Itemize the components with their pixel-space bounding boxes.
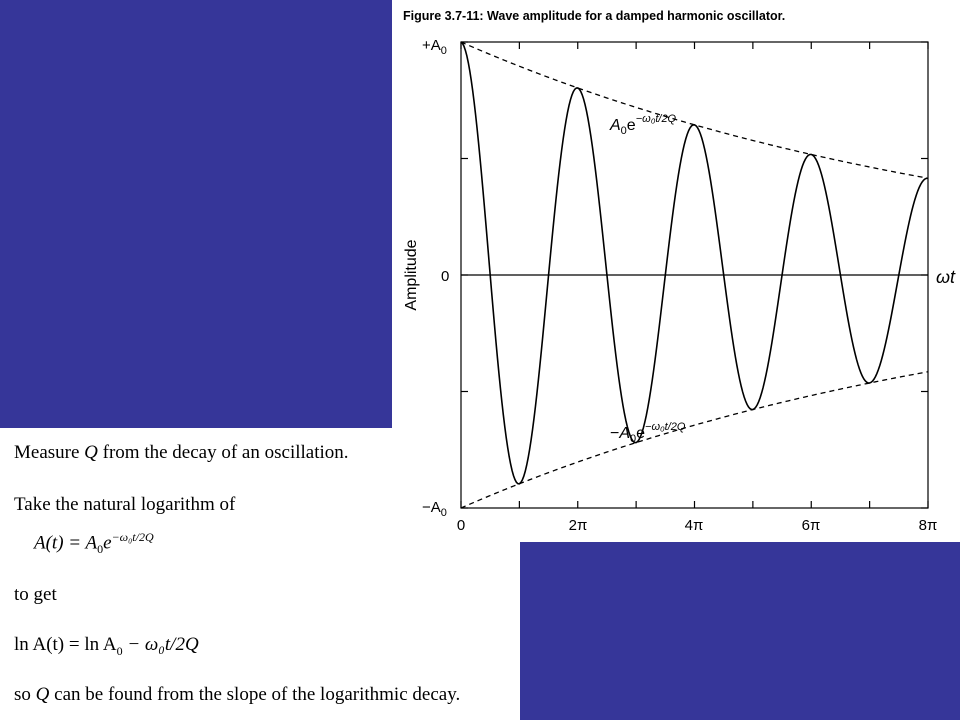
notes-equation-amplitude: $A(t) = A_0e^{-\omega_0t/2Q}$ (34, 530, 154, 557)
notes-line-slope: so Q can be found from the slope of the logarithmic decay. (14, 684, 461, 705)
x-tick-label-8pi: 8π (918, 517, 938, 534)
x-tick-label-0: 0 (456, 517, 466, 534)
y-axis-label: Amplitude (403, 239, 420, 311)
notes-line-measure-q: Measure Q from the decay of an oscillation. (14, 442, 349, 463)
figure-title: Figure 3.7-11: Wave amplitude for a damped harmonic oscillator. (403, 9, 786, 23)
annotation-lower-envelope: $-A_0e^{-\omega_0t/2Q}$ (610, 421, 686, 445)
notes-line-to-get: to get (14, 584, 57, 605)
series-upper-envelope (461, 42, 928, 178)
x-tick-label-2pi: 2π (568, 517, 588, 534)
notes-equation-log: $\ln A(t) = \ln A_0 - \omega_0t/2Q$ (14, 634, 199, 658)
x-tick-label-4pi: 4π (684, 517, 704, 534)
y-tick-label-zero: 0 (441, 268, 450, 285)
annotation-upper-envelope: $A_0e^{-\omega_0t/2Q}$ (610, 113, 677, 137)
x-tick-label-6pi: 6π (801, 517, 821, 534)
series-damped-oscillation (461, 42, 928, 484)
notes-line-take-log: Take the natural logarithm of (14, 494, 236, 515)
y-tick-label-top: $+A_0$ (422, 37, 447, 57)
y-tick-label-bottom: $-A_0$ (422, 499, 447, 519)
x-axis-label: ωt (936, 267, 956, 287)
